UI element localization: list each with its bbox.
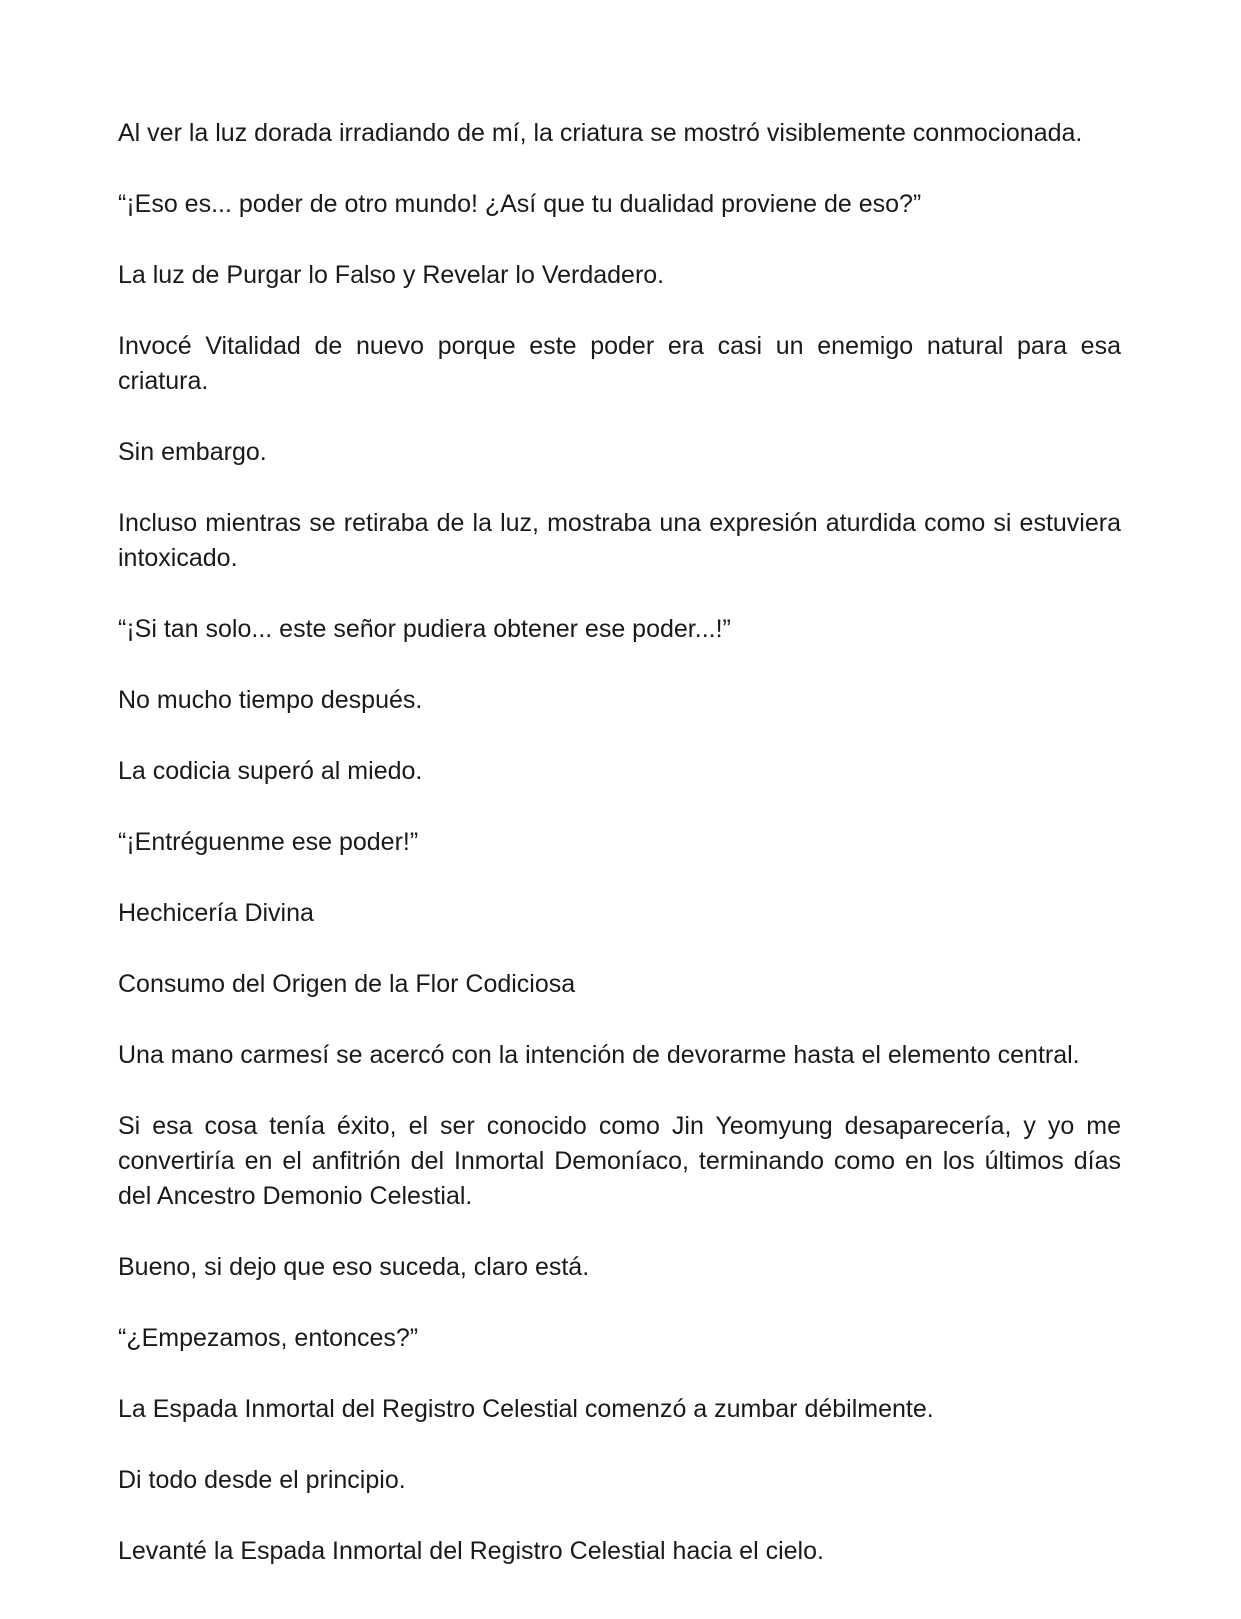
paragraph: Levanté la Espada Inmortal del Registro Celestial hacia el cielo. — [118, 1537, 824, 1565]
paragraph: Al ver la luz dorada irradiando de mí, la criatura se mostró visiblemente conmocionada. — [118, 119, 1083, 147]
paragraph: La codicia superó al miedo. — [118, 757, 423, 785]
paragraph: Di todo desde el principio. — [118, 1466, 406, 1494]
paragraph: No mucho tiempo después. — [118, 686, 423, 714]
paragraph: Consumo del Origen de la Flor Codiciosa — [118, 970, 576, 998]
paragraph: Hechicería Divina — [118, 899, 314, 927]
paragraph: “¿Empezamos, entonces?” — [118, 1324, 419, 1352]
paragraph: “¡Eso es... poder de otro mundo! ¿Así que tu dualidad proviene de eso?” — [118, 190, 922, 218]
document-page — [118, 116, 1121, 1605]
paragraph: Sin embargo. — [118, 438, 267, 466]
paragraph: Una mano carmesí se acercó con la intención de devorarme hasta el elemento central. — [118, 1041, 1080, 1069]
paragraph: Incluso mientras se retiraba de la luz, mostraba una expresión aturdida como si estuviera intoxicado. — [118, 509, 1121, 572]
paragraph: La luz de Purgar lo Falso y Revelar lo Verdadero. — [118, 261, 665, 289]
paragraph: La Espada Inmortal del Registro Celestial comenzó a zumbar débilmente. — [118, 1395, 934, 1423]
paragraph: Invocé Vitalidad de nuevo porque este poder era casi un enemigo natural para esa criatura. — [118, 332, 1121, 395]
paragraph: “¡Entréguenme ese poder!” — [118, 828, 419, 856]
paragraph: Si esa cosa tenía éxito, el ser conocido como Jin Yeomyung desaparecería, y yo me convertiría en el anfitrión del Inmortal Demoníaco, terminando como en los últimos días del Ancestro Demonio Celestial. — [118, 1112, 1121, 1210]
paragraph: Bueno, si dejo que eso suceda, claro está. — [118, 1253, 590, 1281]
paragraph: “¡Si tan solo... este señor pudiera obtener ese poder...!” — [118, 615, 731, 643]
